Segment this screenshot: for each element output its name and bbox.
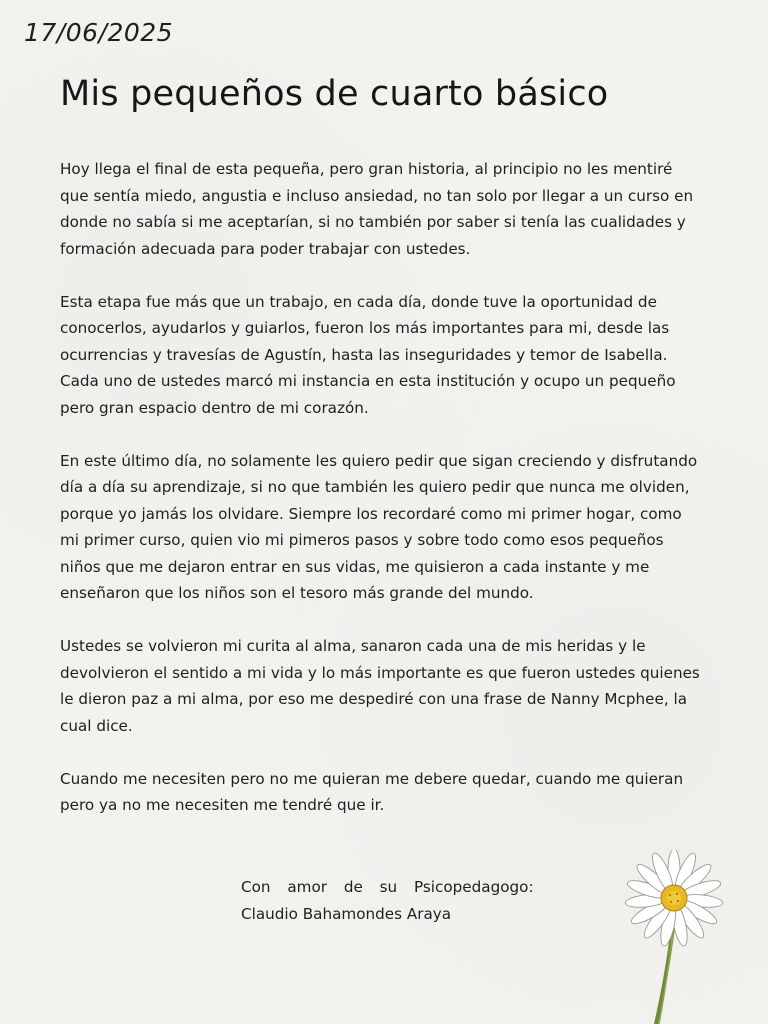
- signature-block: [241, 874, 534, 927]
- daisy-flower-icon: [604, 850, 734, 1024]
- letter-body: [60, 156, 700, 845]
- paragraph-3: En este último día, no solamente les quiero pedir que sigan creciendo y disfrutando día a día su aprendizaje, si no que también les quiero pedir que nunca me olviden, porque yo jamás los olvidare. Siempre los recordaré como mi primer hogar, como mi primer curso, quien vio mi pimeros pasos y sobre todo como esos pequeños niños que me dejaron entrar en sus vidas, me quisieron a cada instante y me enseñaron que los niños son el tesoro más grande del mundo.: [60, 451, 698, 602]
- paragraph-4: Ustedes se volvieron mi curita al alma, sanaron cada una de mis heridas y le devolvieron el sentido a mi vida y lo más importante es que fueron ustedes quienes le dieron paz a mi alma, por eso me despediré con una frase de Nanny Mcphee, la cual dice.: [60, 637, 700, 735]
- paragraph-1: Hoy llega el final de esta pequeña, pero gran historia, al principio no les mentiré que sentía miedo, angustia e incluso ansiedad, no tan solo por llegar a un curso en donde no sabía si me aceptarían, si no también por saber si tenía las cualidades y formación adecuada para poder trabajar con ustedes.: [60, 160, 694, 258]
- letter-date: 17/06/2025: [24, 18, 174, 47]
- paragraph-5: Cuando me necesiten pero no me quieran me debere quedar, cuando me quieran pero ya no me necesiten me tendré que ir.: [60, 769, 684, 814]
- letter-title: Mis pequeños de cuarto básico: [60, 74, 609, 114]
- signature-line-1: Con amor de su Psicopedagogo:: [241, 878, 534, 896]
- paragraph-2: Esta etapa fue más que un trabajo, en cada día, donde tuve la oportunidad de conocerlos, ayudarlos y guiarlos, fueron los más importantes para mi, desde las ocurrencias y travesías de Agustín, hasta las inseguridades y temor de Isabella. Cada uno de ustedes marcó mi instancia en esta institución y ocupo un pequeño pero gran espacio dentro de mi corazón.: [60, 292, 676, 417]
- signature-line-2: Claudio Bahamondes Araya: [241, 904, 452, 923]
